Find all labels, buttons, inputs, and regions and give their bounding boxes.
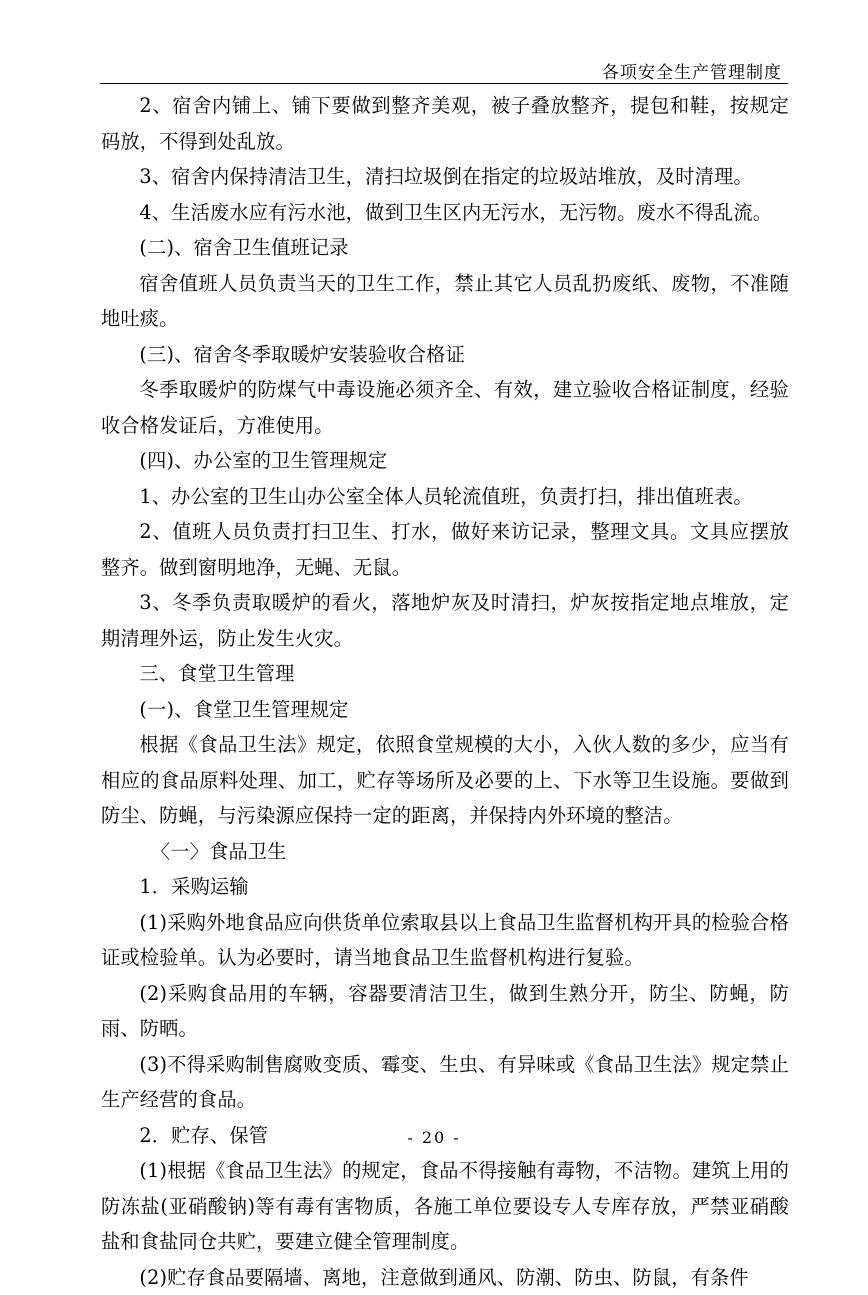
- paragraph: 4、生活废水应有污水池，做到卫生区内无污水，无污物。废水不得乱流。: [101, 195, 789, 231]
- paragraph: 冬季取暖炉的防煤气中毒设施必须齐全、有效，建立验收合格证制度，经验收合格发证后，方准使用。: [101, 372, 789, 443]
- section-heading: (一)、食堂卫生管理规定: [101, 692, 789, 728]
- paragraph: 根据《食品卫生法》规定，依照食堂规模的大小，入伙人数的多少，应当有相应的食品原料处理、加工，贮存等场所及必要的上、下水等卫生设施。要做到防尘、防蝇，与污染源应保持一定的距离，并保持内外环境的整洁。: [101, 727, 789, 834]
- header-rule: [100, 83, 788, 84]
- chapter-heading: 三、食堂卫生管理: [101, 656, 789, 692]
- subsection-heading: 〈一〉食品卫生: [101, 834, 789, 870]
- paragraph: 3、宿舍内保持清洁卫生，清扫垃圾倒在指定的垃圾站堆放，及时清理。: [101, 159, 789, 195]
- paragraph: 3、冬季负责取暖炉的看火，落地炉灰及时清扫，炉灰按指定地点堆放，定期清理外运，防止发生火灾。: [101, 585, 789, 656]
- paragraph: 宿舍值班人员负责当天的卫生工作，禁止其它人员乱扔废纸、废物，不准随地吐痰。: [101, 266, 789, 337]
- page-number: - 20 -: [0, 1128, 868, 1147]
- paragraph: (3)不得采购制售腐败变质、霉变、生虫、有异味或《食品卫生法》规定禁止生产经营的食品。: [101, 1047, 789, 1118]
- section-heading: (四)、办公室的卫生管理规定: [101, 443, 789, 479]
- paragraph: 2、值班人员负责打扫卫生、打水，做好来访记录，整理文具。文具应摆放整齐。做到窗明地净，无蝇、无鼠。: [101, 514, 789, 585]
- section-heading: (二)、宿舍卫生值班记录: [101, 230, 789, 266]
- paragraph: (2)采购食品用的车辆，容器要清洁卫生，做到生熟分开，防尘、防蝇，防雨、防晒。: [101, 976, 789, 1047]
- section-heading: (三)、宿舍冬季取暖炉安装验收合格证: [101, 337, 789, 373]
- header-title: 各项安全生产管理制度: [602, 58, 782, 83]
- paragraph: (1)根据《食品卫生法》的规定，食品不得接触有毒物，不洁物。建筑上用的防冻盐(亚硝酸钠)等有毒有害物质，各施工单位要设专人专库存放，严禁亚硝酸盐和食盐同仓共贮，要建立健全管理制度。: [101, 1153, 789, 1260]
- paragraph: 2、宿舍内铺上、铺下要做到整齐美观，被子叠放整齐，提包和鞋，按规定码放，不得到处乱放。: [101, 88, 789, 159]
- document-body: [101, 88, 789, 1295]
- paragraph: 1、办公室的卫生山办公室全体人员轮流值班，负责打扫，排出值班表。: [101, 479, 789, 515]
- paragraph: (2)贮存食品要隔墙、离地，注意做到通风、防潮、防虫、防鼠，有条件: [101, 1260, 789, 1295]
- paragraph: (1)采购外地食品应向供货单位索取县以上食品卫生监督机构开具的检验合格证或检验单。认为必要时，请当地食品卫生监督机构进行复验。: [101, 905, 789, 976]
- subsection-heading: 1．采购运输: [101, 869, 789, 905]
- subsection-heading: 2．贮存、保管: [101, 1118, 789, 1154]
